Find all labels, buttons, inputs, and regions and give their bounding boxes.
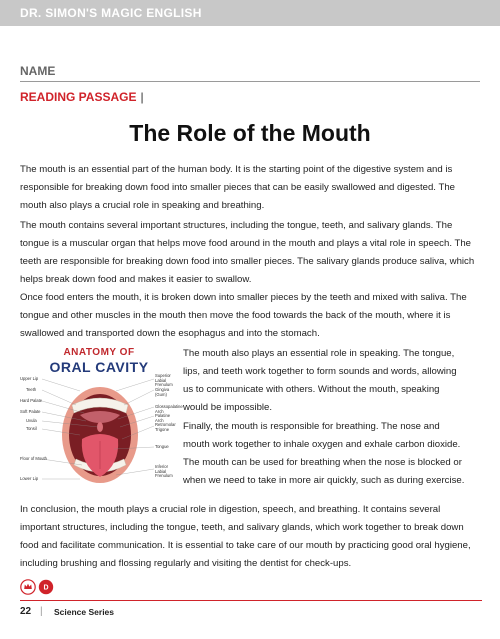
paragraph-1: The mouth is an essential part of the human body. It is the starting point of the digestive system and is responsible for breaking down food into smaller pieces that can be easily swallowed and digested. The mouth also plays a crucial role in speaking and breathing. [20,164,455,211]
label-floor-of-mouth: Floor of Mouth [20,456,47,461]
page-title: The Role of the Mouth [129,120,371,146]
top-banner [0,0,500,26]
paragraph-4: The mouth also plays an essential role in speaking. The tongue, lips, and teeth work together to form sounds and words, allowing us to communicate with others. Without the mouth, speaking would be impossible. [183,348,457,413]
logo-badges [20,579,60,595]
label-lower-lip: Lower Lip [20,476,39,481]
figure-title-line2: ORAL CAVITY [49,359,149,375]
label-uvula: Uvula [26,418,37,423]
section-separator: | [140,90,144,104]
footer-separator: | [40,606,43,617]
label-tongue: Tongue [155,444,169,449]
paragraph-3: Once food enters the mouth, it is broken down into smaller pieces by the teeth and mixed with saliva. The tongue and other muscles in the mouth then move the food towards the back of the mouth, where it is swallowed and transported down the esophagus and into the stomach. [20,292,467,339]
label-hard-palate: Hard Palate [20,398,43,403]
name-label: NAME [20,64,56,78]
label-glossopalatine-arch: Glossopalatine Arch [155,404,183,414]
label-palatine-arch: Palatine Arch [155,413,171,423]
page-number: 22 [20,606,32,617]
label-gingiva: Gingiva (Gum) [155,387,170,397]
section-label-text: READING PASSAGE [20,90,137,104]
label-retromolar-trigone: Retromolar Trigone [155,422,176,432]
paragraph-6: In conclusion, the mouth plays a crucial role in digestion, speech, and breathing. It contains several important structures, including the tongue, teeth, and salivary glands, which work together to break down food and facilitate communication. It is essential to take care of our mouth by practicing good oral hygiene, including brushing and flossing regularly and visiting the dentist for check-ups. [20,504,471,569]
brand-title: DR. SIMON'S MAGIC ENGLISH [20,6,202,20]
name-line [20,81,480,82]
label-tonsil: Tonsil [26,426,37,431]
figure-labels-right [20,343,183,491]
svg-text:D: D [43,584,49,592]
label-upper-lip: Upper Lip [20,376,39,381]
label-inferior-labial-frenulum: Inferior Labial Frenulum [155,464,173,479]
crown-badge-icon [21,580,35,594]
figure-title-line1: ANATOMY OF [63,347,135,358]
section-label [20,90,144,104]
label-superior-labial-frenulum: Superior Labial Frenulum [155,373,173,388]
label-teeth: Teeth [26,387,37,392]
dl-badge-icon [39,580,53,594]
footer-rule [20,600,482,601]
paragraph-5: Finally, the mouth is responsible for breathing. The nose and mouth work together to inhale oxygen and exhale carbon dioxide. The mouth can be used for breathing when the nose is blocked or when we need to take in more air quickly, such as during exercise. [183,421,465,486]
label-soft-palate: Soft Palate [20,409,41,414]
oral-cavity-figure [20,343,183,491]
paragraph-2: The mouth contains several important structures, including the tongue, teeth, and salivary glands. The tongue is a muscular organ that helps move food around in the mouth and plays a vital role in speech. The teeth are responsible for breaking down food into smaller pieces. The salivary glands produce saliva, which helps break down food and makes it easier to swallow. [20,220,475,285]
series-name: Science Series [54,607,115,617]
footer-icons [20,579,60,595]
